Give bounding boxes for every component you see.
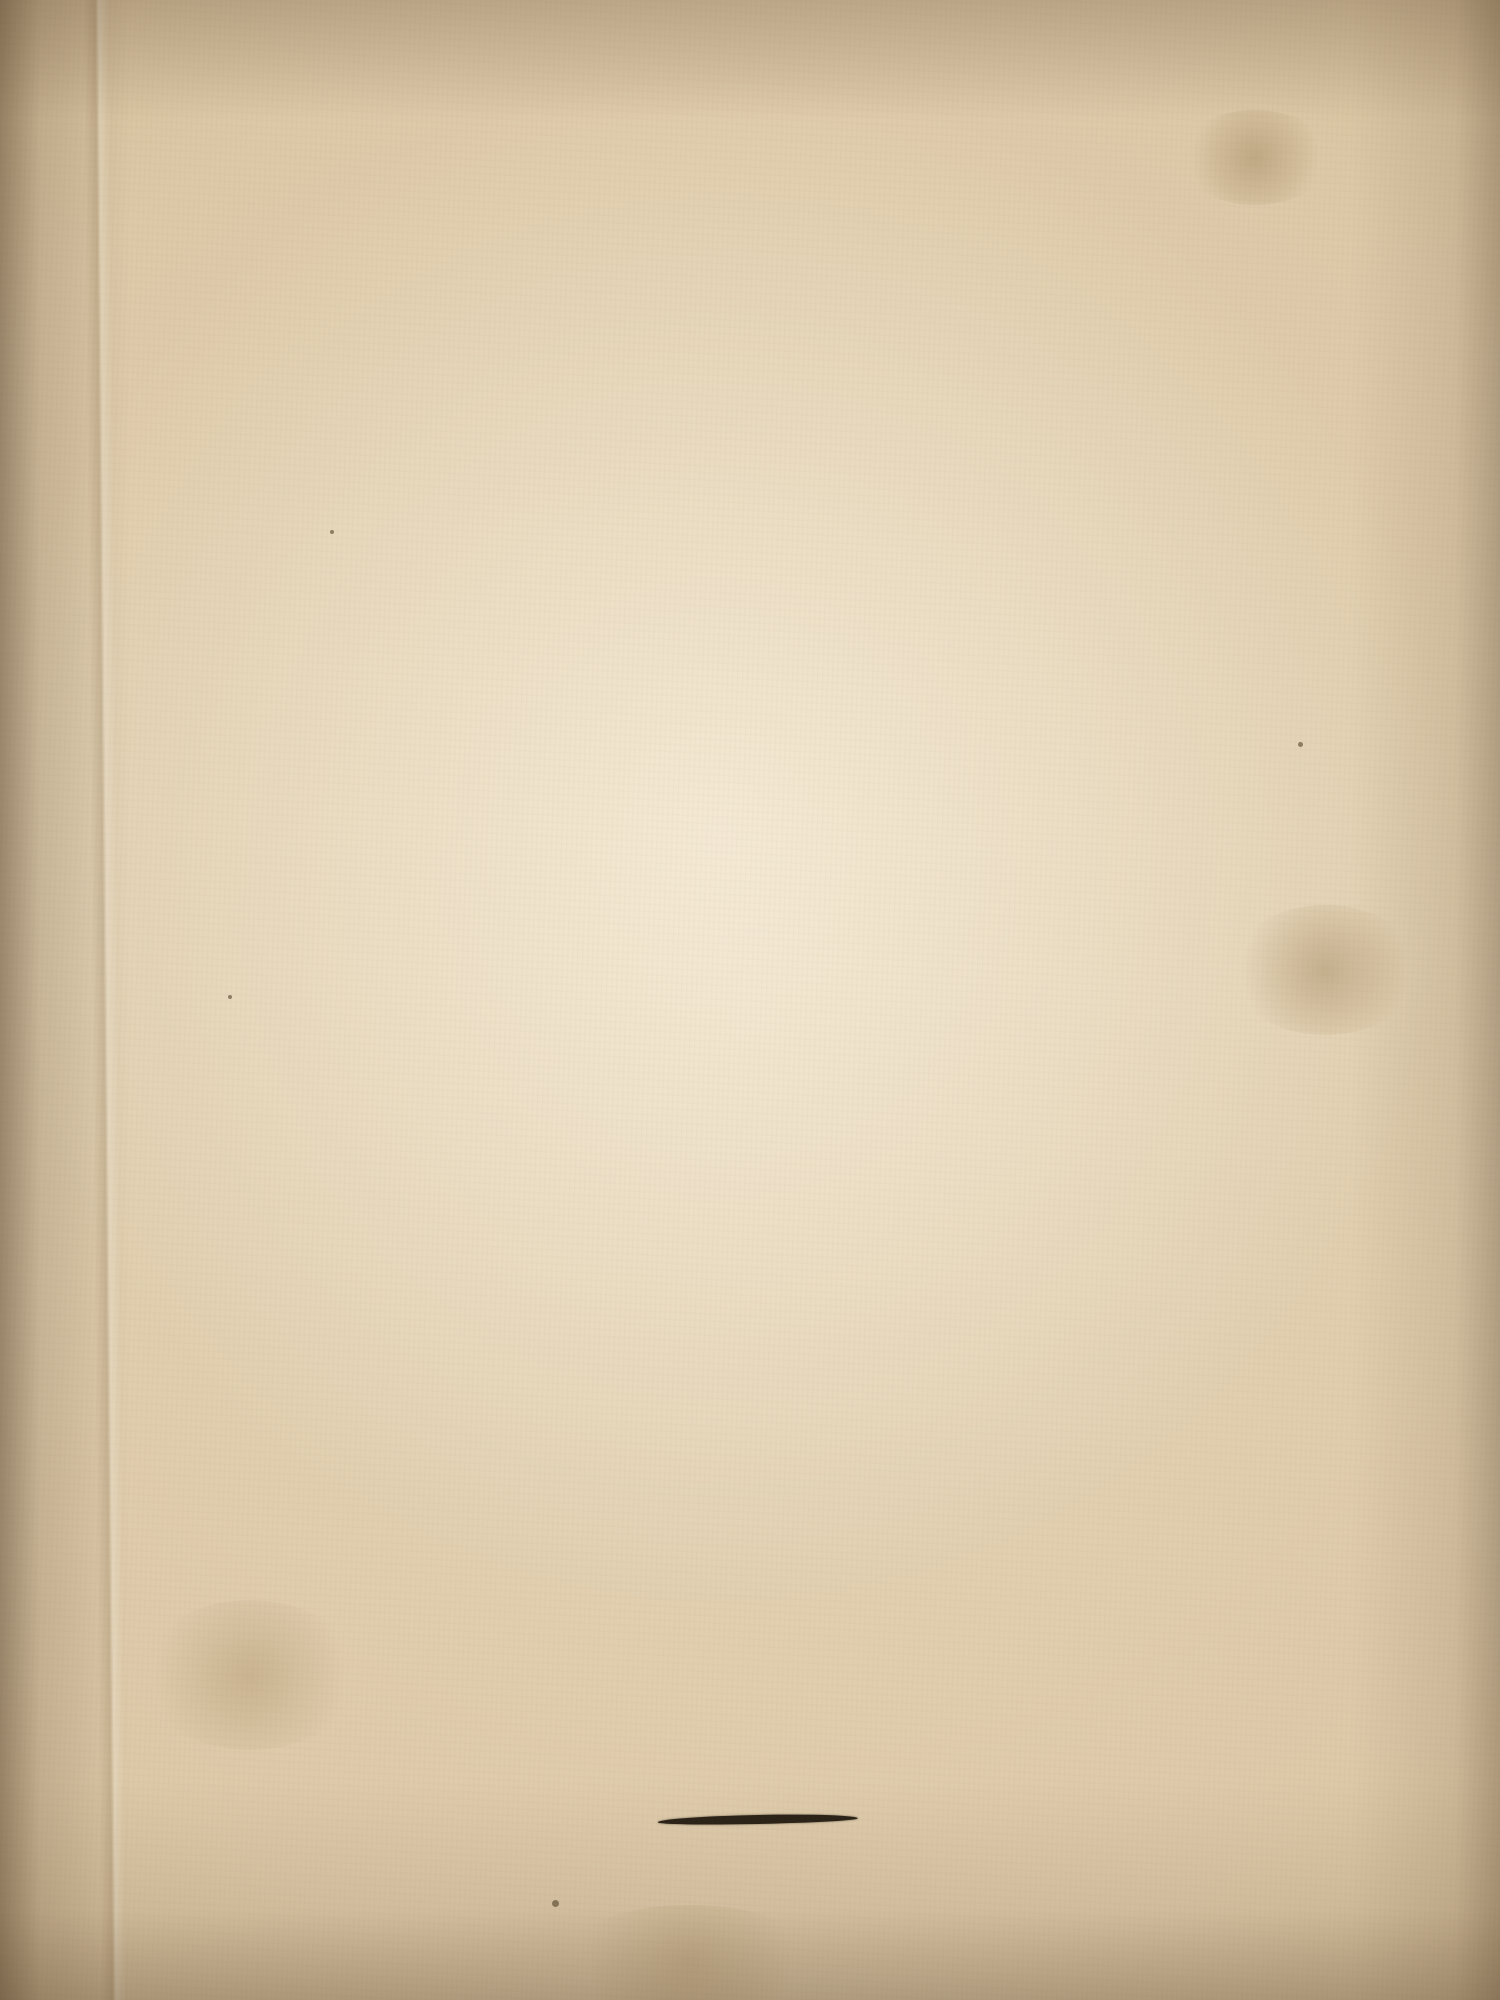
page-heading <box>0 55 1493 69</box>
divider-ornament-icon <box>658 1813 858 1826</box>
paragraph-block <box>0 0 1492 7</box>
parts-list <box>296 377 1356 387</box>
page-title <box>0 173 1494 187</box>
page-subtitle <box>0 261 1495 275</box>
